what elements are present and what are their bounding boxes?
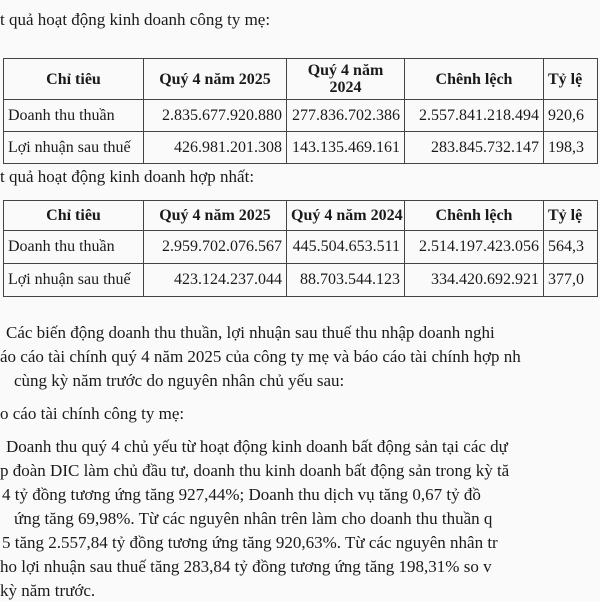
consolidated-results-table bbox=[3, 200, 598, 297]
cell: 88.703.544.123 bbox=[287, 264, 405, 297]
consolidated-results-heading: t quả hoạt động kinh doanh hợp nhất: bbox=[0, 167, 255, 186]
cell: 198,3 bbox=[544, 132, 598, 164]
cell: 283.845.732.147 bbox=[405, 132, 544, 164]
cell: 426.981.201.308 bbox=[144, 132, 287, 164]
header-cell: Tỷ lệ bbox=[544, 201, 598, 231]
table-header-row bbox=[4, 201, 598, 231]
paragraph-line: Các biến động doanh thu thuần, lợi nhuận sau thuế thu nhập doanh nghi bbox=[6, 323, 495, 342]
cell: 445.504.653.511 bbox=[287, 231, 405, 264]
table-row bbox=[4, 132, 598, 164]
cell: 2.514.197.423.056 bbox=[405, 231, 544, 264]
paragraph-line: ứng tăng 69,98%. Từ các nguyên nhân trên làm cho doanh thu thuần q bbox=[14, 509, 493, 528]
paragraph-line: 4 tỷ đồng tương ứng tăng 927,44%; Doanh thu dịch vụ tăng 0,67 tỷ đồ bbox=[2, 485, 481, 504]
header-cell: Chênh lệch bbox=[405, 201, 544, 231]
parent-results-table bbox=[3, 58, 598, 164]
cell: 423.124.237.044 bbox=[144, 264, 287, 297]
subheading-line: o cáo tài chính công ty mẹ: bbox=[0, 404, 185, 423]
paragraph-line: Doanh thu quý 4 chủ yếu từ hoạt động kinh doanh bất động sản tại các dự bbox=[6, 437, 508, 456]
header-cell: Quý 4 năm 2025 bbox=[144, 201, 287, 231]
cell: 334.420.692.921 bbox=[405, 264, 544, 297]
cell: 920,6 bbox=[544, 100, 598, 132]
paragraph-line: 5 tăng 2.557,84 tỷ đồng tương ứng tăng 920,63%. Từ các nguyên nhân tr bbox=[2, 533, 498, 552]
header-cell: Chênh lệch bbox=[405, 59, 544, 100]
cell: 2.835.677.920.880 bbox=[144, 100, 287, 132]
table-row bbox=[4, 264, 598, 297]
row-label: Doanh thu thuần bbox=[4, 100, 144, 132]
cell: 377,0 bbox=[544, 264, 598, 297]
cell: 2.557.841.218.494 bbox=[405, 100, 544, 132]
paragraph-line: ho lợi nhuận sau thuế tăng 283,84 tỷ đồng tương ứng tăng 198,31% so v bbox=[0, 557, 492, 576]
cell: 2.959.702.076.567 bbox=[144, 231, 287, 264]
paragraph-line: p đoàn DIC làm chủ đầu tư, doanh thu kinh doanh bất động sản trong kỳ tă bbox=[0, 461, 510, 480]
parent-results-heading: t quả hoạt động kinh doanh công ty mẹ: bbox=[0, 10, 271, 29]
header-cell: Quý 4 năm 2024 bbox=[287, 201, 405, 231]
header-cell: Quý 4 năm 2024 bbox=[287, 59, 405, 100]
header-cell: Quý 4 năm 2025 bbox=[144, 59, 287, 100]
paragraph-line: cùng kỳ năm trước do nguyên nhân chủ yếu sau: bbox=[14, 371, 345, 390]
table-row bbox=[4, 100, 598, 132]
header-cell: Tỷ lệ bbox=[544, 59, 598, 100]
paragraph-line: kỳ năm trước. bbox=[0, 581, 96, 600]
cell: 143.135.469.161 bbox=[287, 132, 405, 164]
table-header-row bbox=[4, 59, 598, 100]
row-label: Lợi nhuận sau thuế bbox=[4, 132, 144, 164]
row-label: Doanh thu thuần bbox=[4, 231, 144, 264]
row-label: Lợi nhuận sau thuế bbox=[4, 264, 144, 297]
header-cell: Chỉ tiêu bbox=[4, 201, 144, 231]
table-row bbox=[4, 231, 598, 264]
paragraph-line: áo cáo tài chính quý 4 năm 2025 của công ty mẹ và báo cáo tài chính hợp nh bbox=[0, 347, 521, 366]
cell: 564,3 bbox=[544, 231, 598, 264]
header-cell: Chỉ tiêu bbox=[4, 59, 144, 100]
cell: 277.836.702.386 bbox=[287, 100, 405, 132]
